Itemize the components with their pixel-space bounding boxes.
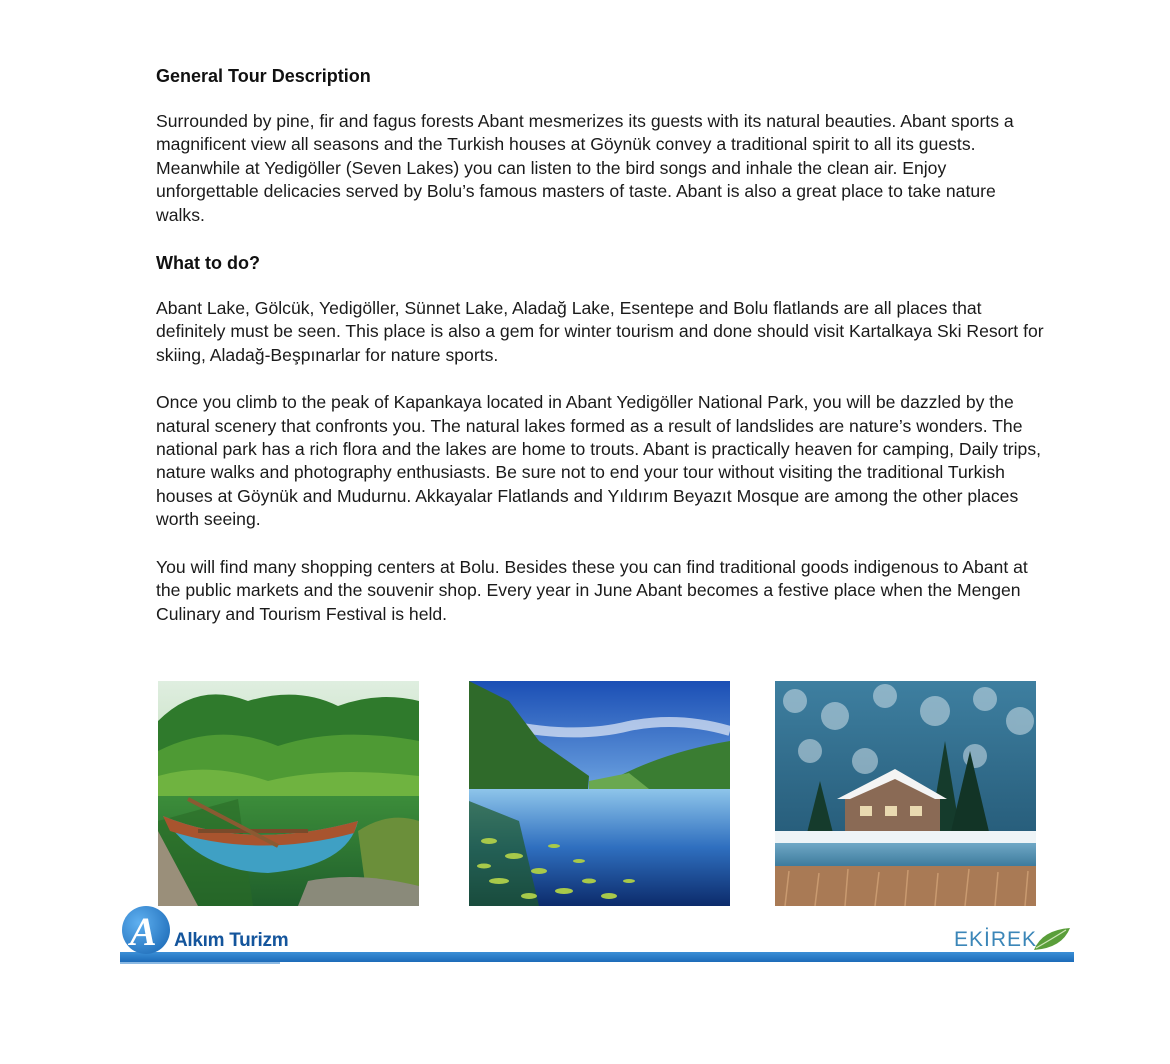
logo-letter: A <box>130 909 157 954</box>
mountain-lake-photo <box>469 681 730 906</box>
footer-bar-accent <box>120 962 280 964</box>
leaf-icon <box>1032 926 1072 952</box>
what-to-do-paragraph-2: Once you climb to the peak of Kapankaya located in Abant Yedigöller National Park, you will be dazzled by the natural scenery that confronts you. The natural lakes formed as a result of landslides are nature’s wonders. The national park has a rich flora and the lakes are home to trouts. Abant is practically heaven for camping, Daily trips, nature walks and photography enthusiasts. Be sure not to end your tour without visiting the traditional Turkish houses at Göynük and Mudurnu. Akkayalar Flatlands and Yıldırım Beyazıt Mosque are among the other places worth seeing. <box>156 392 1042 530</box>
document-body <box>156 64 1046 626</box>
boat-lake-photo <box>158 681 419 906</box>
what-to-do-heading: What to do? <box>156 253 260 274</box>
ekirek-wordmark: EKİREK <box>954 928 1038 951</box>
what-to-do-paragraph-1: Abant Lake, Gölcük, Yedigöller, Sünnet Lake, Aladağ Lake, Esentepe and Bolu flatlands are all places that definitely must be seen. This place is also a gem for winter tourism and done should visit Kartalkaya Ski Resort for skiing, Aladağ-Beşpınarlar for nature sports. <box>156 298 1044 365</box>
ekirek-logo <box>954 926 1074 954</box>
alkim-turizm-logo <box>122 906 302 956</box>
general-description-heading: General Tour Description <box>156 66 371 86</box>
what-to-do-paragraph-3: You will find many shopping centers at Bolu. Besides these you can find traditional goods indigenous to Abant at the public markets and the souvenir shop. Every year in June Abant becomes a festive place when the Mengen Culinary and Tourism Festival is held. <box>156 556 1028 624</box>
winter-house-photo <box>775 681 1036 906</box>
general-description-text: Surrounded by pine, fir and fagus forests Abant mesmerizes its guests with its natural beauties. Abant sports a magnificent view all seasons and the Turkish houses at Göynük convey a traditional spirit to all its guests. Meanwhile at Yedigöller (Seven Lakes) you can listen to the bird songs and inhale the clean air. Enjoy unforgettable delicacies served by Bolu’s famous masters of taste. Abant is also a great place to take nature walks. <box>156 111 1014 225</box>
logo-name: Alkım Turizm <box>174 930 289 951</box>
